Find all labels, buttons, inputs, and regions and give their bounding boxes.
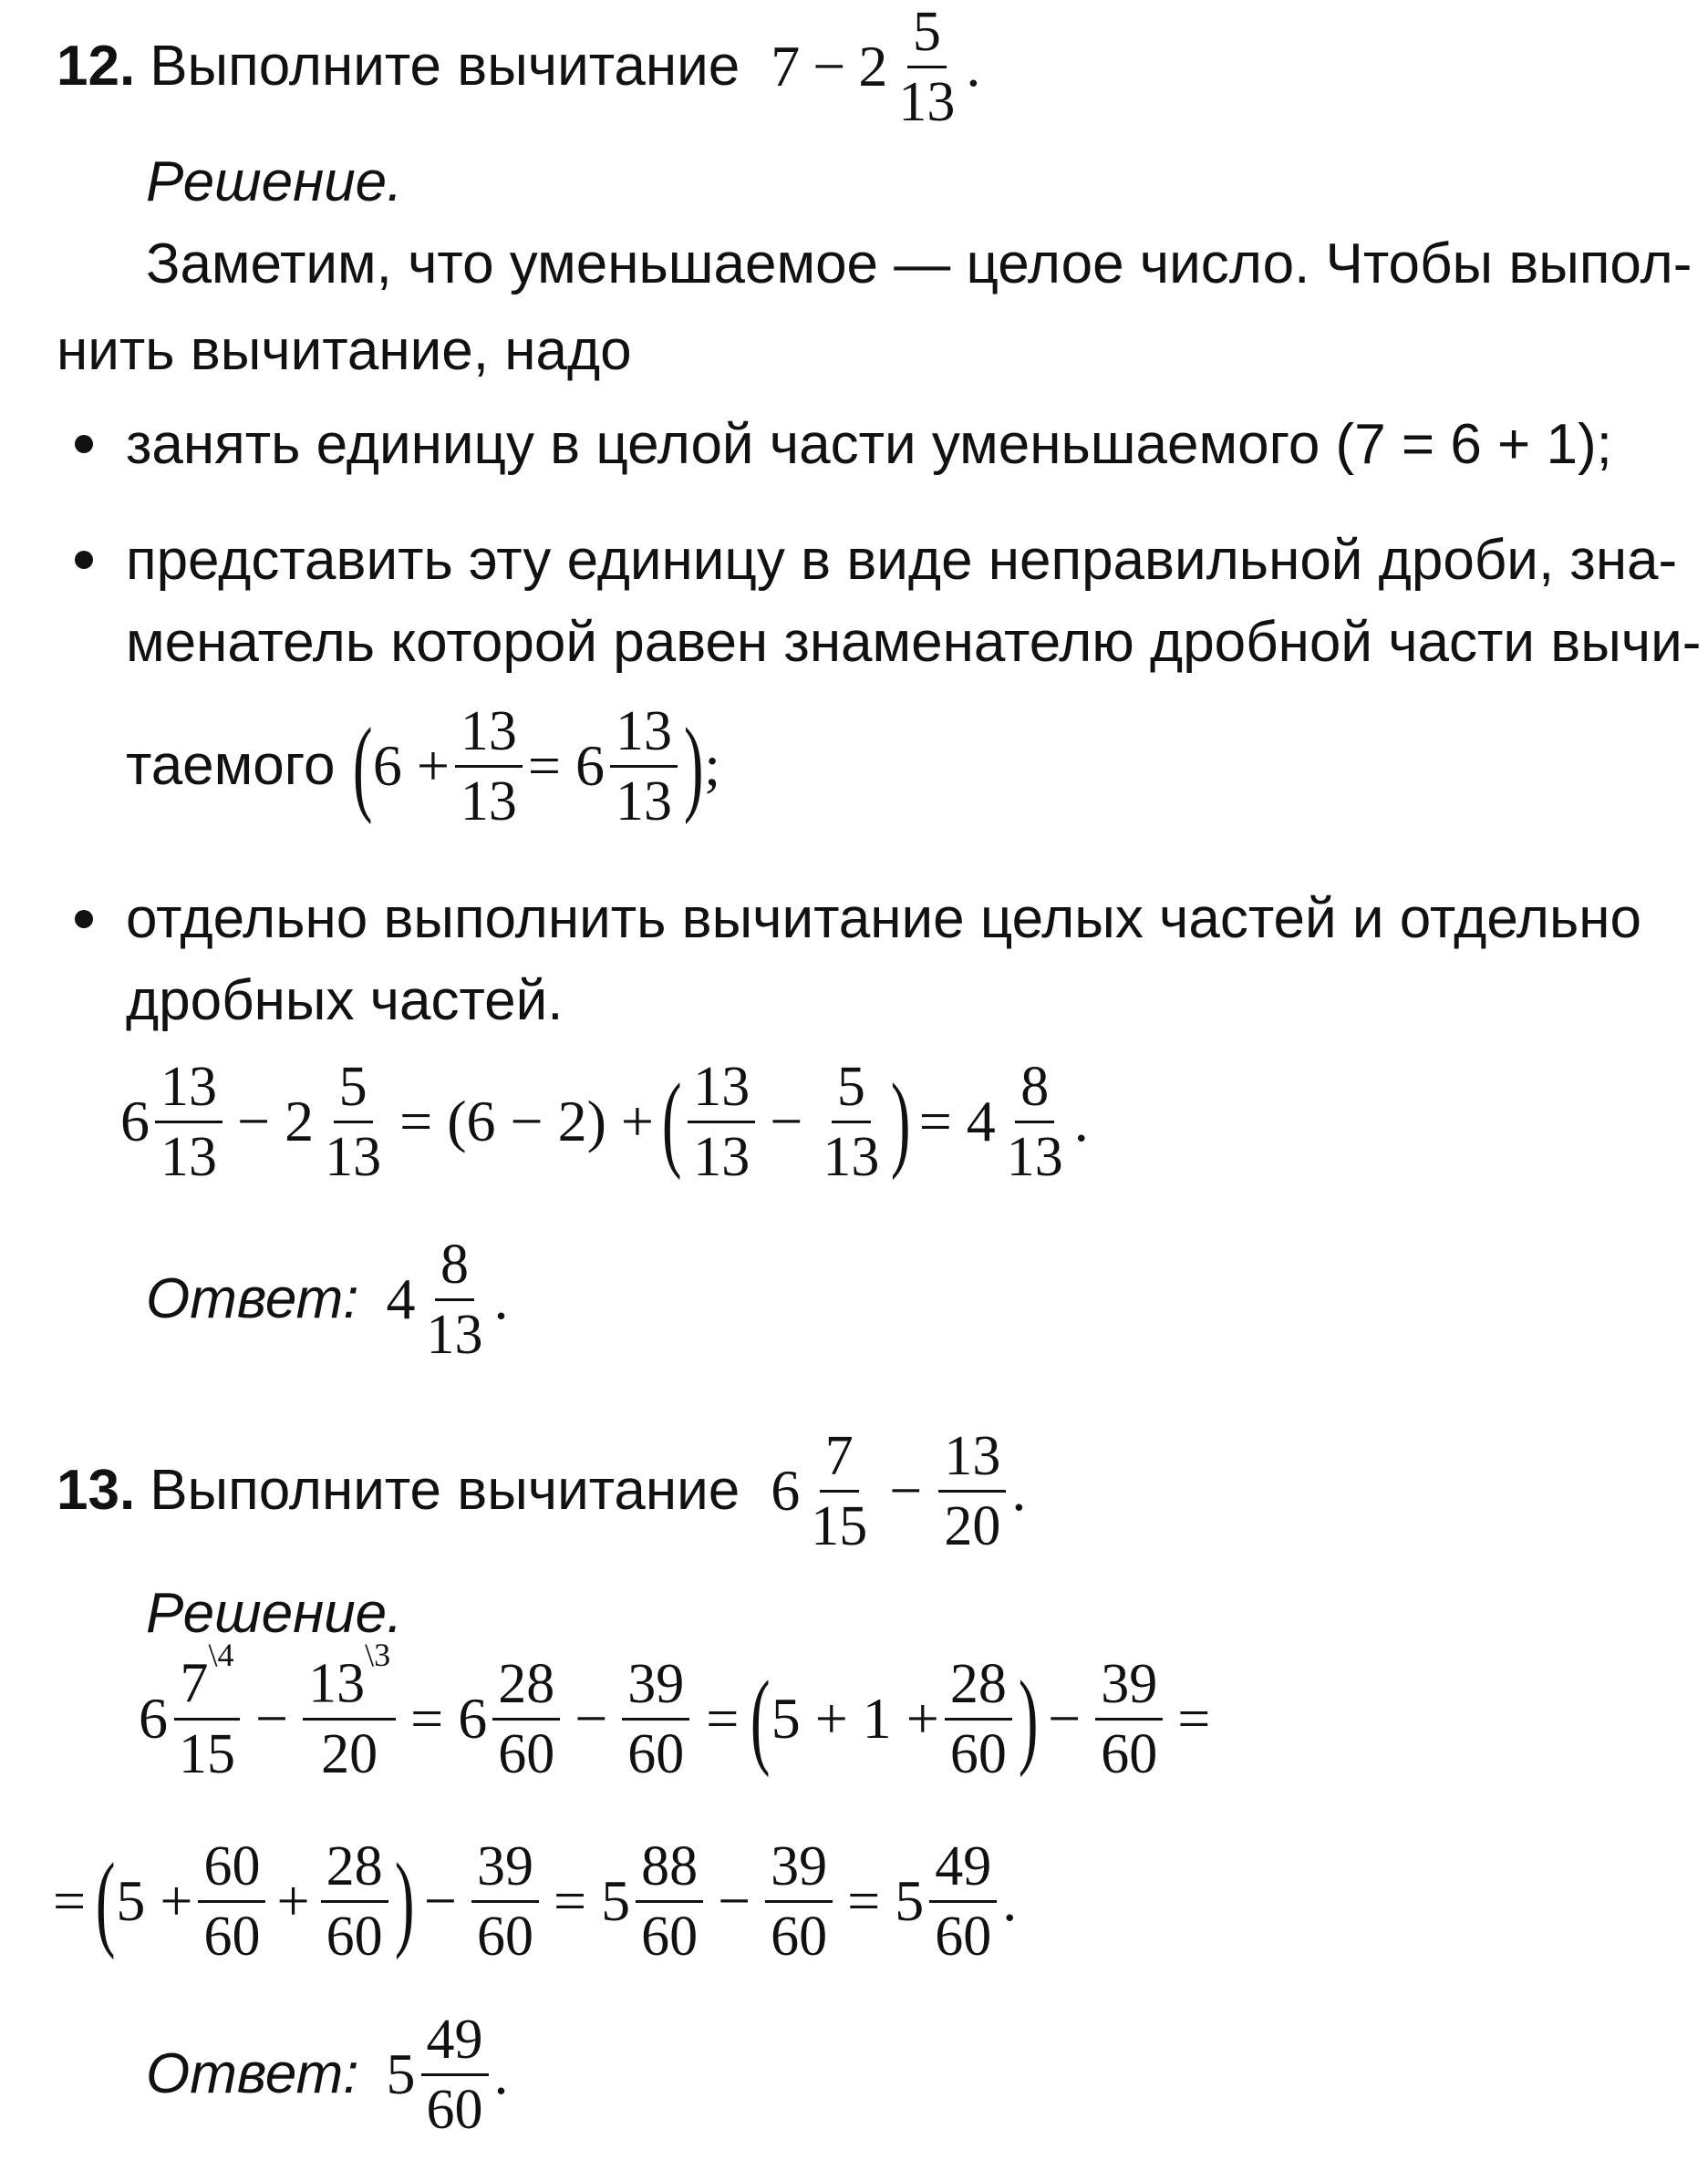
bullet-dot <box>75 435 93 453</box>
problem-expression: 6 $\frac{7}{15}$ − $\frac{13}{20}$ . <box>771 1424 1027 1557</box>
fraction: $\frac{39}{60}$ <box>622 1656 689 1783</box>
fraction: $\frac{28}{60}$ <box>945 1656 1012 1783</box>
fraction: $\frac{13}{13}$ <box>610 703 678 830</box>
bullet-dot <box>75 551 93 569</box>
bullet-dot <box>75 910 93 928</box>
multiplier-mark: \3 <box>365 1637 391 1674</box>
fraction: $\frac{39}{60}$ <box>471 1838 539 1965</box>
fraction: $\frac{39}{60}$ <box>1095 1656 1163 1783</box>
fraction: $\frac{60}{60}$ <box>198 1838 265 1965</box>
problem-number: 12. <box>57 35 136 98</box>
problem-prompt: Выполните вычитание <box>150 1459 740 1522</box>
fraction: $\frac{8}{13}$ <box>426 1233 483 1366</box>
intro-line: нить вычитание, надо <box>57 319 632 382</box>
fraction: $\frac{5}{13}$ <box>898 0 956 133</box>
fraction: $\frac{28}{60}$ <box>321 1838 388 1965</box>
calculation-line: 6 $\frac{7^{\backslash 4}}{15}$ − $\frac{13^{\backslash 3}}{20}$ = 6 $\frac{28}{60}$ − $\frac{39}{60}$ = ( 5 + 1 + $\frac{28}{60}$ ) − $\frac{39}{60}$ = <box>139 1637 1211 1785</box>
fraction: $\frac{13}{20}$ <box>938 1428 1006 1555</box>
bullet-item: представить эту единицу в виде неправильной дроби, зна- <box>126 528 1678 592</box>
solution-label: Решение. <box>146 1582 403 1645</box>
problem-prompt: Выполните вычитание <box>150 35 740 98</box>
intro-line: Заметим, что уменьшаемое — целое число. Чтобы выпол- <box>146 233 1692 295</box>
bullet-item-cont: таемого ( 6 + $\frac{13}{13}$ = 6 $\frac{13}{13}$ ) ; <box>126 699 721 832</box>
fraction: $\frac{8}{13}$ <box>1006 1055 1063 1188</box>
fraction: $\frac{28}{60}$ <box>492 1656 560 1783</box>
problem-13-title <box>57 1424 1027 1557</box>
problem-expression: 7 − 2 $\frac{5}{13}$ . <box>771 0 981 133</box>
fraction: $\frac{13}{13}$ <box>688 1059 755 1185</box>
fraction: $\frac{13}{13}$ <box>455 703 523 830</box>
answer-line: Ответ: 4 $\frac{8}{13}$ . <box>146 1233 509 1366</box>
fraction: $\frac{5}{13}$ <box>325 1055 382 1188</box>
fraction: $\frac{49}{60}$ <box>421 2011 489 2138</box>
problem-number: 13. <box>57 1459 136 1522</box>
calculation-line: 6 $\frac{13}{13}$ − 2 $\frac{5}{13}$ = (6 − 2) + ( $\frac{13}{13}$ − $\frac{5}{13}$ ) = 4 $\frac{8}{13}$ . <box>120 1055 1089 1188</box>
bullet-item: занять единицу в целой части уменьшаемого (7 = 6 + 1); <box>126 412 1612 476</box>
fraction: $\frac{13^{\backslash 3}}{20}$ <box>303 1655 396 1783</box>
fraction: $\frac{7}{15}$ <box>811 1424 868 1557</box>
fraction: $\frac{49}{60}$ <box>929 1838 997 1965</box>
bullet-expression: ( 6 + $\frac{13}{13}$ = 6 $\frac{13}{13}$ ) ; <box>352 699 721 832</box>
answer-label: Ответ: <box>146 2042 359 2105</box>
fraction: $\frac{5}{13}$ <box>823 1055 880 1188</box>
fraction: $\frac{88}{60}$ <box>636 1838 703 1965</box>
solution-label: Решение. <box>146 150 403 213</box>
calculation-line: = ( 5 + $\frac{60}{60}$ + $\frac{28}{60}$ ) − $\frac{39}{60}$ = 5 $\frac{88}{60}$ − $\frac{39}{60}$ = 5 $\frac{49}{60}$ . <box>53 1834 1018 1968</box>
problem-12-title <box>57 0 981 133</box>
fraction: $\frac{13}{13}$ <box>155 1059 223 1185</box>
answer-label: Ответ: <box>146 1267 359 1330</box>
fraction: $\frac{39}{60}$ <box>765 1838 833 1965</box>
fraction: $\frac{7^{\backslash 4}}{15}$ <box>173 1655 241 1783</box>
bullet-item: отдельно выполнить вычитание целых частей и отдельно <box>126 886 1641 950</box>
bullet-item-cont: менатель которой равен знаменателю дробной части вычи- <box>126 610 1702 674</box>
multiplier-mark: \4 <box>208 1637 234 1674</box>
bullet-item-cont: дробных частей. <box>126 968 564 1032</box>
answer-line: Ответ: 5 $\frac{49}{60}$ . <box>146 2008 509 2141</box>
